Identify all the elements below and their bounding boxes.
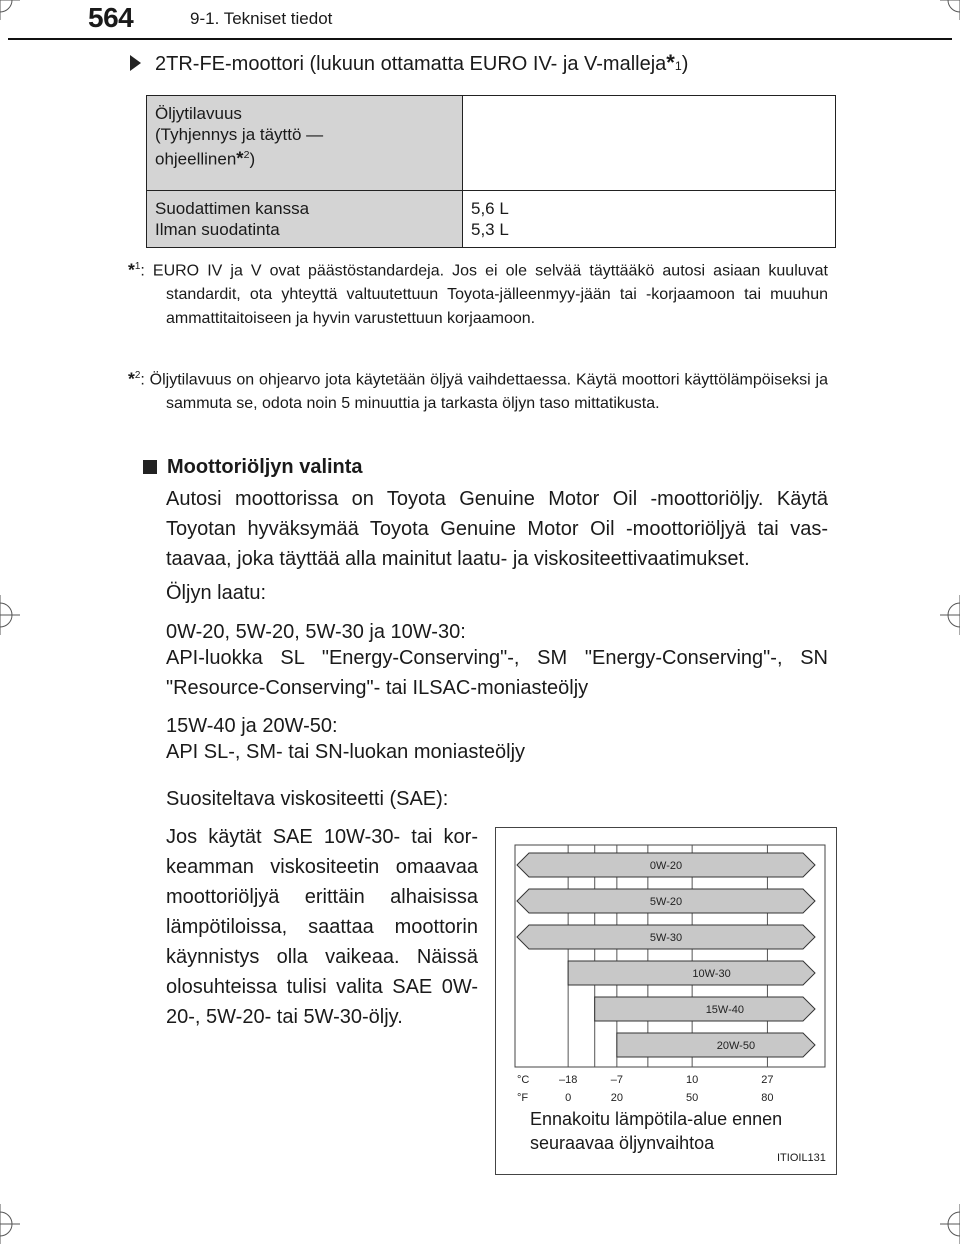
condition-cell [147,191,463,248]
viscosity-bar-label: 20W-50 [716,1040,756,1052]
capacity-label-cell [147,96,463,191]
header-rule [8,38,952,40]
viscosity-bar-label: 5W-30 [649,932,683,944]
viscosity-label: Suositeltava viskositeetti (SAE): [166,788,449,810]
footnote-ref: 2 [134,370,141,381]
celsius-unit-label: °C [517,1074,530,1086]
triangle-bullet-icon [130,55,141,71]
celsius-tick-label: –7 [610,1074,623,1086]
capacity-label-line: (Tyhjennys ja täyttö — [155,125,324,144]
crop-mark-bottom-left [0,1204,20,1244]
celsius-tick-label: 27 [761,1074,774,1086]
image-code: ITIOIL131 [777,1152,826,1164]
celsius-tick-label: –18 [558,1074,578,1086]
viscosity-bar-label: 15W-40 [705,1004,745,1016]
crop-mark-mid-right [940,595,960,635]
footnote-ref: 1 [134,261,141,272]
value-cell [463,191,836,248]
chart-caption: Ennakoitu lämpötila-alue ennen seuraavaa öljynvaihtoa [530,1109,783,1153]
capacity-label-ref: 2 [243,149,250,161]
footnote-1 [128,255,828,331]
capacity-label-line: Öljytilavuus [155,104,242,123]
fahrenheit-tick-label: 20 [610,1092,623,1103]
grade2-title: 15W-40 ja 20W-50: [166,715,338,737]
quality-label: Öljyn laatu: [166,582,267,604]
footnote-text: : EURO IV ja V ovat päästöstandardeja. Jos ei ole selvää täyttääkö autosi asiaan kuuluvat standardit, ota yhteyttä valtuutettuun Toyota-jälleenmyy-jään tai -korjaamoon tai muuhun ammattitaitoiseen ja hyvin varustettuun korjaamoon. [140,262,828,328]
section-title: 9-1. Tekniset tiedot [190,9,333,28]
viscosity-bar-label: 10W-30 [692,968,731,980]
footnote-marker: * [128,368,135,389]
crop-mark-top-left [0,0,20,20]
fahrenheit-tick-label: 50 [686,1092,699,1103]
crop-mark-top-right [940,0,960,20]
fahrenheit-tick-label: 0 [565,1092,572,1103]
capacity-value: 5,6 L [471,199,509,218]
crop-mark-bottom-right [940,1204,960,1244]
footnote-2 [128,364,828,416]
engine-heading [130,50,688,76]
fahrenheit-unit-label: °F [517,1092,529,1103]
table-row [147,191,836,248]
engine-heading-text: 2TR-FE-moottori (lukuun ottamatta EURO IV- ja V-malleja [155,53,667,75]
grade1-title: 0W-20, 5W-20, 5W-30 ja 10W-30: [166,621,466,643]
oil-capacity-table [146,95,836,248]
square-bullet-icon [143,460,157,474]
grade1-text: API-luokka SL "Energy-Conserving"-, SM "Energy-Conserving"-, SN "Resource-Conserving"- tai ILSAC-moniasteöljy [166,647,828,699]
engine-heading-close: ) [681,53,689,75]
cold-start-note: Jos käytät SAE 10W-30- tai kor-keamman viskositeetin omaavaa moottoriöljyä erittäin alhaisissa lämpötiloissa, saattaa moottorin käynnistys olla vaikeaa. Näissä olosuhteissa tulisi valita SAE 0W-20-, 5W-20- tai 5W-30-öljy. [166,826,478,1028]
grade2-text: API SL-, SM- tai SN-luokan moniasteöljy [166,741,526,763]
capacity-value: 5,3 L [471,220,509,239]
condition-text: Suodattimen kanssa [155,199,310,218]
condition-text: Ilman suodatinta [155,220,280,239]
engine-heading-marker: * [666,50,675,75]
viscosity-chart [495,827,837,1103]
viscosity-bar-label: 0W-20 [649,860,683,872]
oil-intro-paragraph: Autosi moottorissa on Toyota Genuine Motor Oil -moottoriöljy. Käytä Toyotan hyväksymää Toyota Genuine Motor Oil -moottoriöljyä tai vas-taavaa, joka täyttää alla mainitut laatu- ja viskositeettivaatimukset. [166,488,828,570]
oil-selection-title: Moottoriöljyn valinta [167,456,363,478]
page-number: 564 [88,2,134,33]
engine-heading-ref: 1 [674,59,682,73]
capacity-value-cell-empty [463,96,836,191]
capacity-label-line: ohjeellinen*$^2$) [155,147,256,169]
crop-mark-mid-left [0,595,20,635]
viscosity-bar-label: 5W-20 [649,896,683,908]
footnote-text: : Öljytilavuus on ohjearvo jota käytetään öljyä vaihdettaessa. Käytä moottori käyttölämpöiseksi ja sammuta se, odota noin 5 minuuttia ja tarkasta öljyn taso mittatikusta. [140,371,828,413]
footnote-marker: * [128,259,135,280]
table-row [147,96,836,191]
celsius-tick-label: 10 [686,1074,699,1086]
fahrenheit-tick-label: 80 [761,1092,774,1103]
oil-selection-heading [143,456,363,479]
